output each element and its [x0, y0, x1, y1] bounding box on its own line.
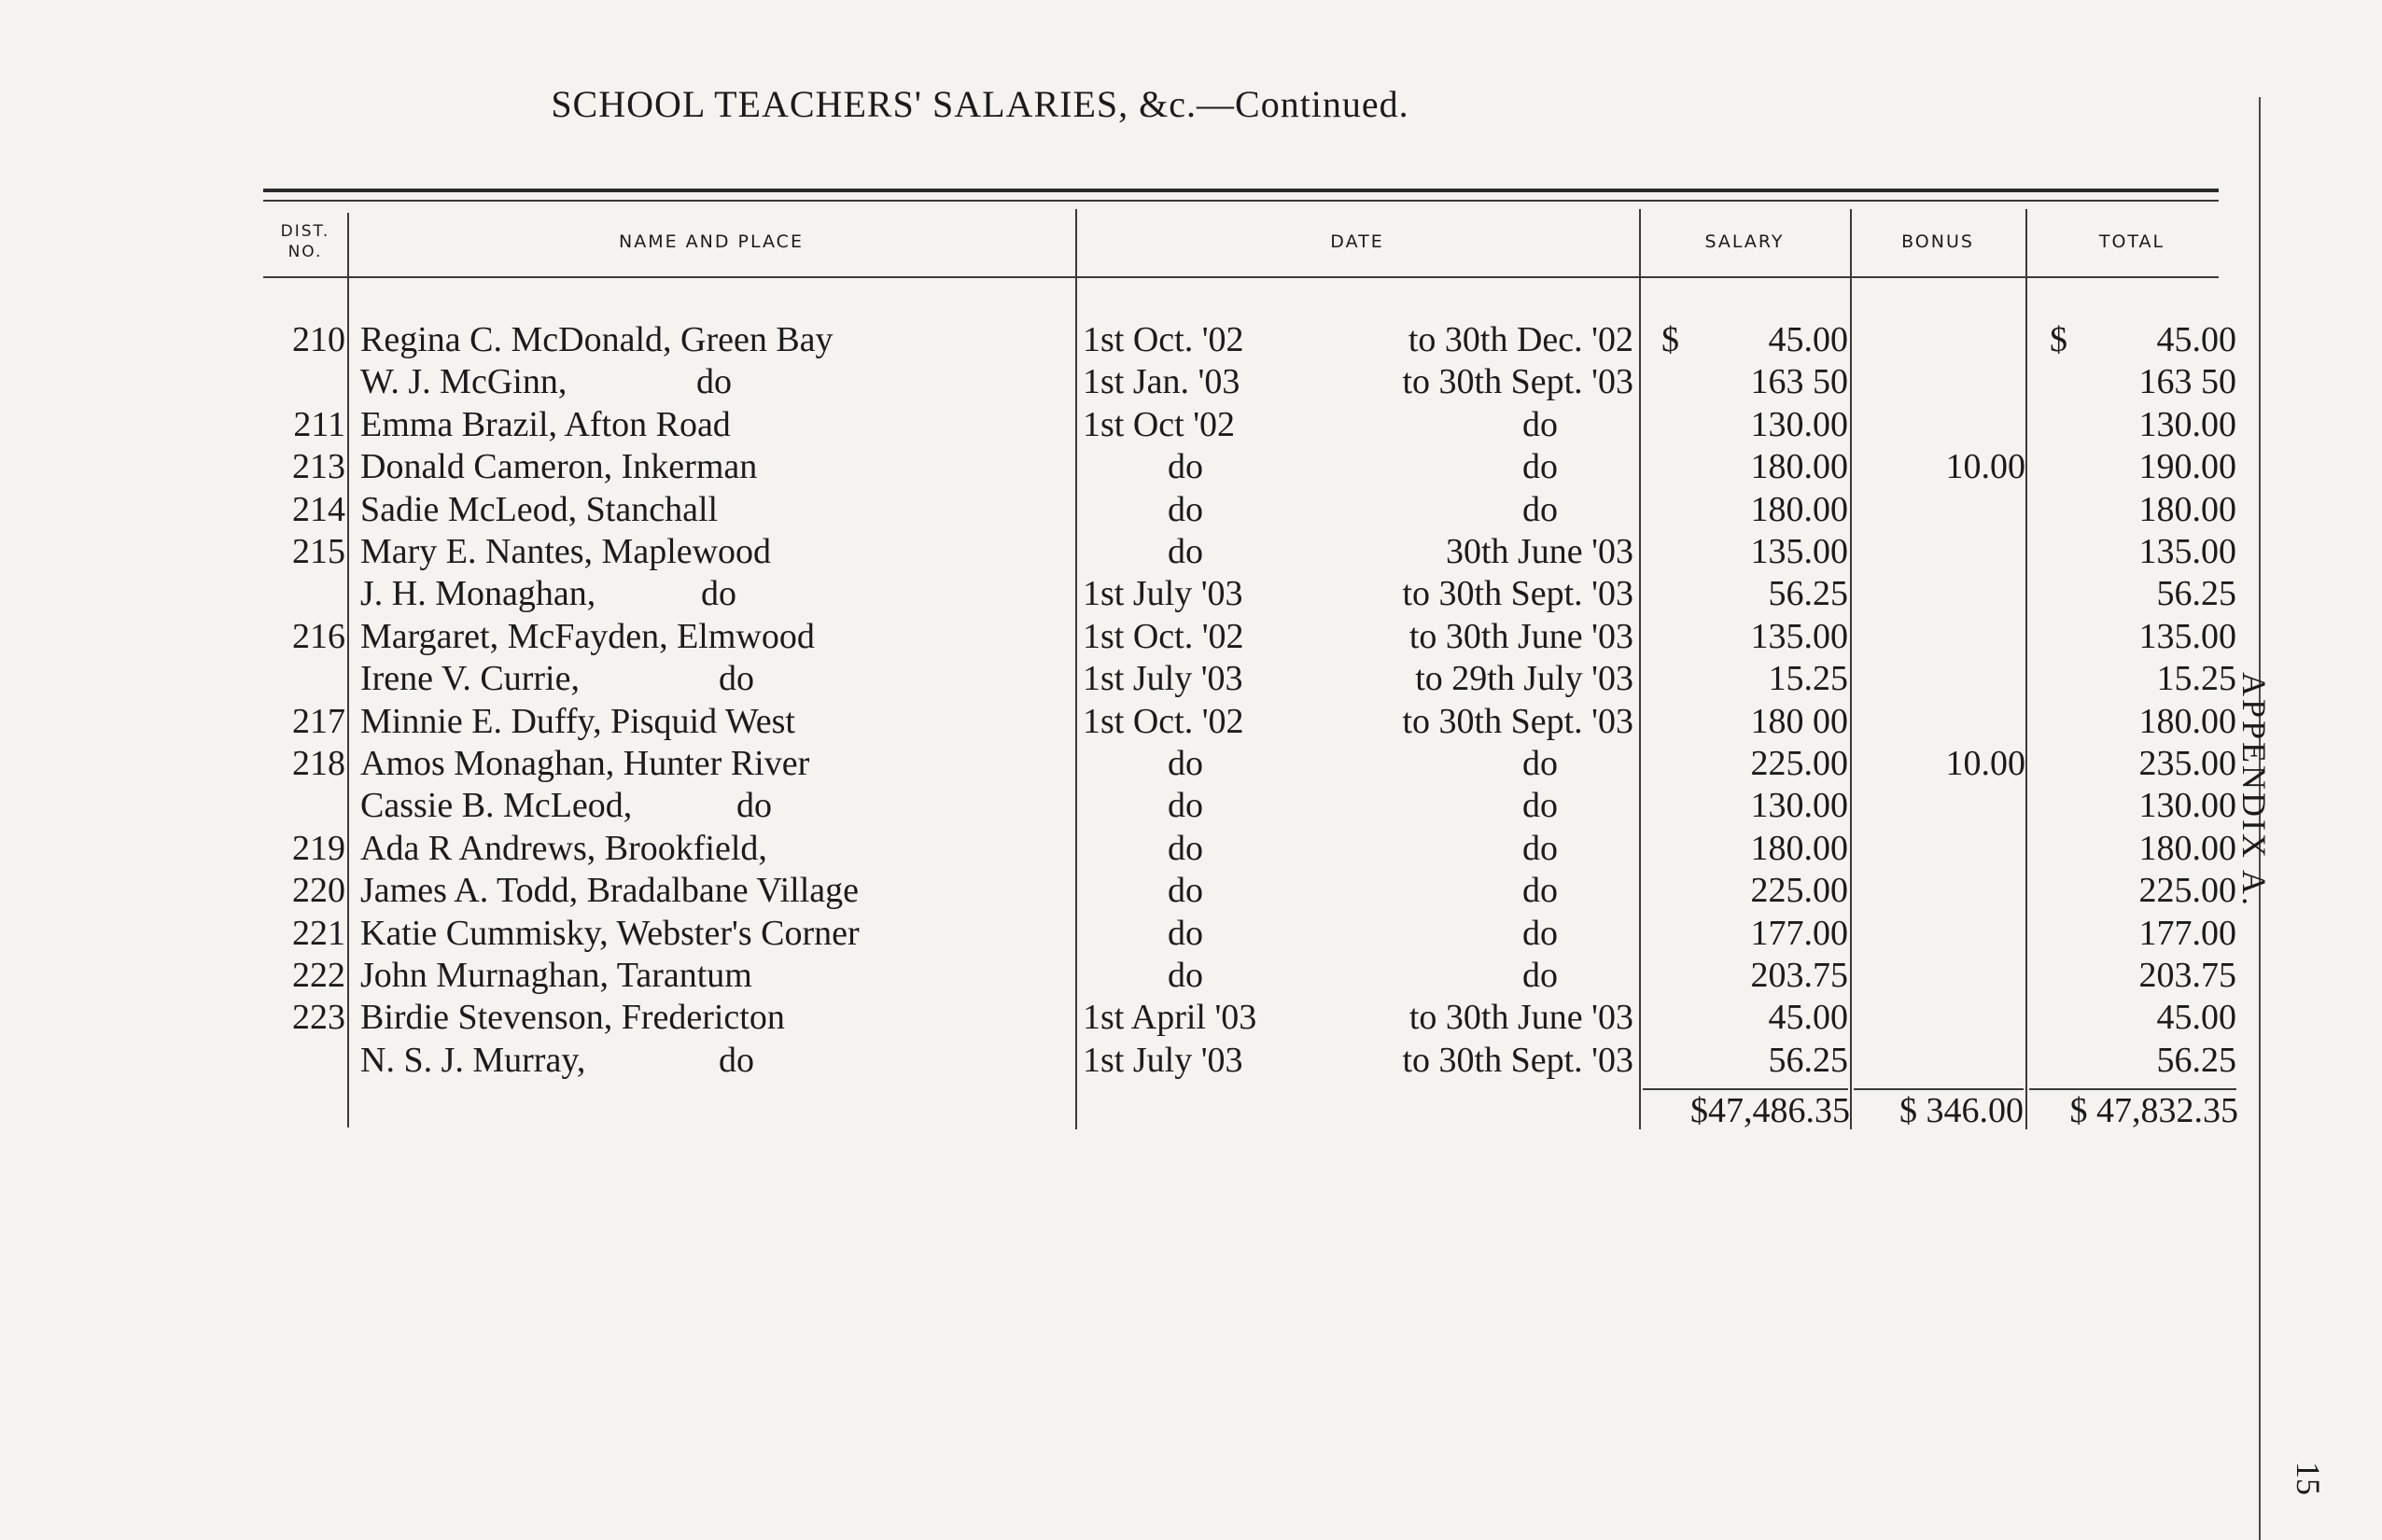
- date-to-ditto-cell: do: [1522, 404, 1558, 444]
- name-place-cell: Sadie McLeod, Stanchall: [360, 489, 719, 529]
- date-from-ditto-cell: do: [1168, 744, 1203, 783]
- table-row: [0, 785, 2382, 827]
- date-from-cell: 1st April '03: [1083, 998, 1257, 1038]
- bonus-cell: 10.00: [1945, 447, 2025, 487]
- total-cell: 177.00: [2138, 913, 2236, 953]
- date-from-ditto-cell: do: [1168, 532, 1203, 571]
- name-place-cell: Amos Monaghan, Hunter River: [360, 744, 810, 783]
- name-place-cell: Regina C. McDonald, Green Bay: [360, 320, 834, 359]
- salary-grand-total: $47,486.35: [1690, 1091, 1850, 1130]
- table-row: [0, 573, 2382, 615]
- dist-no-cell: 214: [292, 489, 345, 529]
- salary-cell: 203.75: [1750, 956, 1848, 995]
- table-row: [0, 870, 2382, 912]
- header-bottom-rule: [263, 276, 2219, 278]
- table-row: [0, 1040, 2382, 1082]
- date-to-ditto-cell: do: [1522, 956, 1558, 995]
- table-top-rule: [263, 189, 2219, 192]
- date-to-cell: to 30th June '03: [1408, 616, 1633, 656]
- dist-no-cell: 223: [292, 998, 345, 1038]
- total-cell: 135.00: [2138, 616, 2236, 656]
- salary-cell: 135.00: [1750, 532, 1848, 571]
- salary-cell: 56.25: [1768, 574, 1848, 614]
- dist-no-cell: 216: [292, 616, 345, 656]
- date-to-ditto-cell: do: [1522, 744, 1558, 783]
- name-place-cell: Donald Cameron, Inkerman: [360, 447, 758, 487]
- dist-no-cell: 211: [293, 404, 345, 444]
- table-row: [0, 913, 2382, 955]
- date-to-ditto-cell: do: [1522, 786, 1558, 826]
- name-place-cell: W. J. McGinn,: [360, 362, 567, 402]
- date-to-cell: to 30th Sept. '03: [1402, 701, 1633, 741]
- dist-no-cell: 217: [292, 701, 345, 741]
- name-place-cell: Emma Brazil, Afton Road: [360, 404, 731, 444]
- date-from-cell: 1st July '03: [1083, 1040, 1243, 1080]
- table-row: [0, 743, 2382, 785]
- dist-no-cell: 221: [292, 913, 345, 953]
- appendix-label: APPENDIX A.: [2235, 672, 2273, 909]
- dist-no-cell: 218: [292, 744, 345, 783]
- table-row: [0, 658, 2382, 700]
- date-from-cell: 1st July '03: [1083, 659, 1243, 699]
- header-salary: SALARY: [1704, 231, 1785, 252]
- date-from-cell: 1st Oct. '02: [1083, 616, 1244, 656]
- bonus-cell: 10.00: [1945, 744, 2025, 783]
- table-row: [0, 616, 2382, 658]
- total-cell: 135.00: [2138, 532, 2236, 571]
- date-to-cell: to 30th Sept. '03: [1402, 362, 1633, 402]
- header-name-place: NAME AND PLACE: [619, 231, 804, 252]
- total-cell: 163 50: [2138, 362, 2236, 402]
- date-to-ditto-cell: do: [1522, 447, 1558, 487]
- name-ditto-cell: do: [701, 574, 736, 614]
- header-total: TOTAL: [2098, 231, 2165, 252]
- date-from-cell: 1st Oct. '02: [1083, 320, 1244, 359]
- total-cell: 203.75: [2138, 956, 2236, 995]
- dist-no-cell: 220: [292, 871, 345, 911]
- header-date: DATE: [1330, 231, 1384, 252]
- date-from-cell: 1st July '03: [1083, 574, 1243, 614]
- table-row: [0, 319, 2382, 361]
- page-number: 15: [2290, 1462, 2327, 1495]
- salary-cell: 180.00: [1750, 447, 1848, 487]
- salary-cell: 180 00: [1750, 701, 1848, 741]
- header-bonus: BONUS: [1901, 231, 1974, 252]
- date-to-ditto-cell: do: [1522, 913, 1558, 953]
- total-cell: 45.00: [2156, 320, 2236, 359]
- total-cell: 190.00: [2138, 447, 2236, 487]
- date-to-ditto-cell: do: [1522, 828, 1558, 868]
- name-place-cell: James A. Todd, Bradalbane Village: [360, 871, 859, 911]
- date-to-ditto-cell: do: [1522, 871, 1558, 911]
- total-cell: 130.00: [2138, 404, 2236, 444]
- bonus-grand-total: $ 346.00: [1899, 1091, 2024, 1130]
- date-from-ditto-cell: do: [1168, 786, 1203, 826]
- name-place-cell: Ada R Andrews, Brookfield,: [360, 828, 767, 868]
- date-from-ditto-cell: do: [1168, 447, 1203, 487]
- salary-cell: 225.00: [1750, 744, 1848, 783]
- date-from-cell: 1st Oct '02: [1083, 404, 1236, 444]
- table-top-rule-thin: [263, 200, 2219, 202]
- date-from-cell: 1st Oct. '02: [1083, 701, 1244, 741]
- table-row: [0, 404, 2382, 446]
- dist-no-cell: 219: [292, 828, 345, 868]
- name-ditto-cell: do: [736, 786, 772, 826]
- total-cell: 235.00: [2138, 744, 2236, 783]
- salary-cell: 130.00: [1750, 404, 1848, 444]
- total-cell: 15.25: [2156, 659, 2236, 699]
- total-cell: 180.00: [2138, 828, 2236, 868]
- salary-cell: 177.00: [1750, 913, 1848, 953]
- date-from-cell: 1st Jan. '03: [1083, 362, 1240, 402]
- date-to-cell: 30th June '03: [1445, 532, 1633, 571]
- salary-cell: 15.25: [1768, 659, 1848, 699]
- date-to-cell: to 29th July '03: [1415, 659, 1633, 699]
- date-from-ditto-cell: do: [1168, 828, 1203, 868]
- total-cell: 56.25: [2156, 574, 2236, 614]
- date-from-ditto-cell: do: [1168, 956, 1203, 995]
- total-cell: 180.00: [2138, 489, 2236, 529]
- name-place-cell: J. H. Monaghan,: [360, 574, 596, 614]
- total-currency-sign: $: [2050, 320, 2067, 359]
- date-from-ditto-cell: do: [1168, 489, 1203, 529]
- dist-no-cell: 215: [292, 532, 345, 571]
- table-row: [0, 446, 2382, 488]
- name-ditto-cell: do: [719, 659, 754, 699]
- dist-no-cell: 213: [292, 447, 345, 487]
- total-cell: 130.00: [2138, 786, 2236, 826]
- salary-cell: 45.00: [1768, 320, 1848, 359]
- total-cell: 56.25: [2156, 1040, 2236, 1080]
- salary-cell: 56.25: [1768, 1040, 1848, 1080]
- salary-cell: 135.00: [1750, 616, 1848, 656]
- table-row: [0, 489, 2382, 531]
- salary-cell: 180.00: [1750, 489, 1848, 529]
- total-cell: 45.00: [2156, 998, 2236, 1038]
- salary-cell: 180.00: [1750, 828, 1848, 868]
- date-to-cell: to 30th Dec. '02: [1408, 320, 1633, 359]
- salary-cell: 130.00: [1750, 786, 1848, 826]
- salary-currency-sign: $: [1661, 320, 1679, 359]
- date-to-cell: to 30th Sept. '03: [1402, 1040, 1633, 1080]
- name-ditto-cell: do: [696, 362, 732, 402]
- date-from-ditto-cell: do: [1168, 871, 1203, 911]
- dist-no-cell: 222: [292, 956, 345, 995]
- name-place-cell: Irene V. Currie,: [360, 659, 580, 699]
- table-row: [0, 997, 2382, 1039]
- name-place-cell: Birdie Stevenson, Fredericton: [360, 998, 785, 1038]
- name-place-cell: Margaret, McFayden, Elmwood: [360, 616, 815, 656]
- name-place-cell: Cassie B. McLeod,: [360, 786, 633, 826]
- total-cell: 180.00: [2138, 701, 2236, 741]
- date-from-ditto-cell: do: [1168, 913, 1203, 953]
- name-place-cell: Minnie E. Duffy, Pisquid West: [360, 701, 795, 741]
- name-ditto-cell: do: [719, 1040, 754, 1080]
- date-to-ditto-cell: do: [1522, 489, 1558, 529]
- name-place-cell: John Murnaghan, Tarantum: [360, 956, 752, 995]
- header-dist-no: DIST. NO.: [280, 222, 330, 261]
- name-place-cell: N. S. J. Murray,: [360, 1040, 586, 1080]
- table-row: [0, 361, 2382, 403]
- table-row: [0, 828, 2382, 870]
- salary-cell: 45.00: [1768, 998, 1848, 1038]
- table-row: [0, 955, 2382, 997]
- dist-no-cell: 210: [292, 320, 345, 359]
- date-to-cell: to 30th Sept. '03: [1402, 574, 1633, 614]
- total-grand-total: $ 47,832.35: [2069, 1091, 2238, 1130]
- salary-cell: 225.00: [1750, 871, 1848, 911]
- name-place-cell: Mary E. Nantes, Maplewood: [360, 532, 772, 571]
- page-title: SCHOOL TEACHERS' SALARIES, &c.—Continued.: [551, 83, 1409, 125]
- table-row: [0, 701, 2382, 743]
- date-to-cell: to 30th June '03: [1408, 998, 1633, 1038]
- name-place-cell: Katie Cummisky, Webster's Corner: [360, 913, 860, 953]
- salary-cell: 163 50: [1750, 362, 1848, 402]
- table-row: [0, 531, 2382, 573]
- total-cell: 225.00: [2138, 871, 2236, 911]
